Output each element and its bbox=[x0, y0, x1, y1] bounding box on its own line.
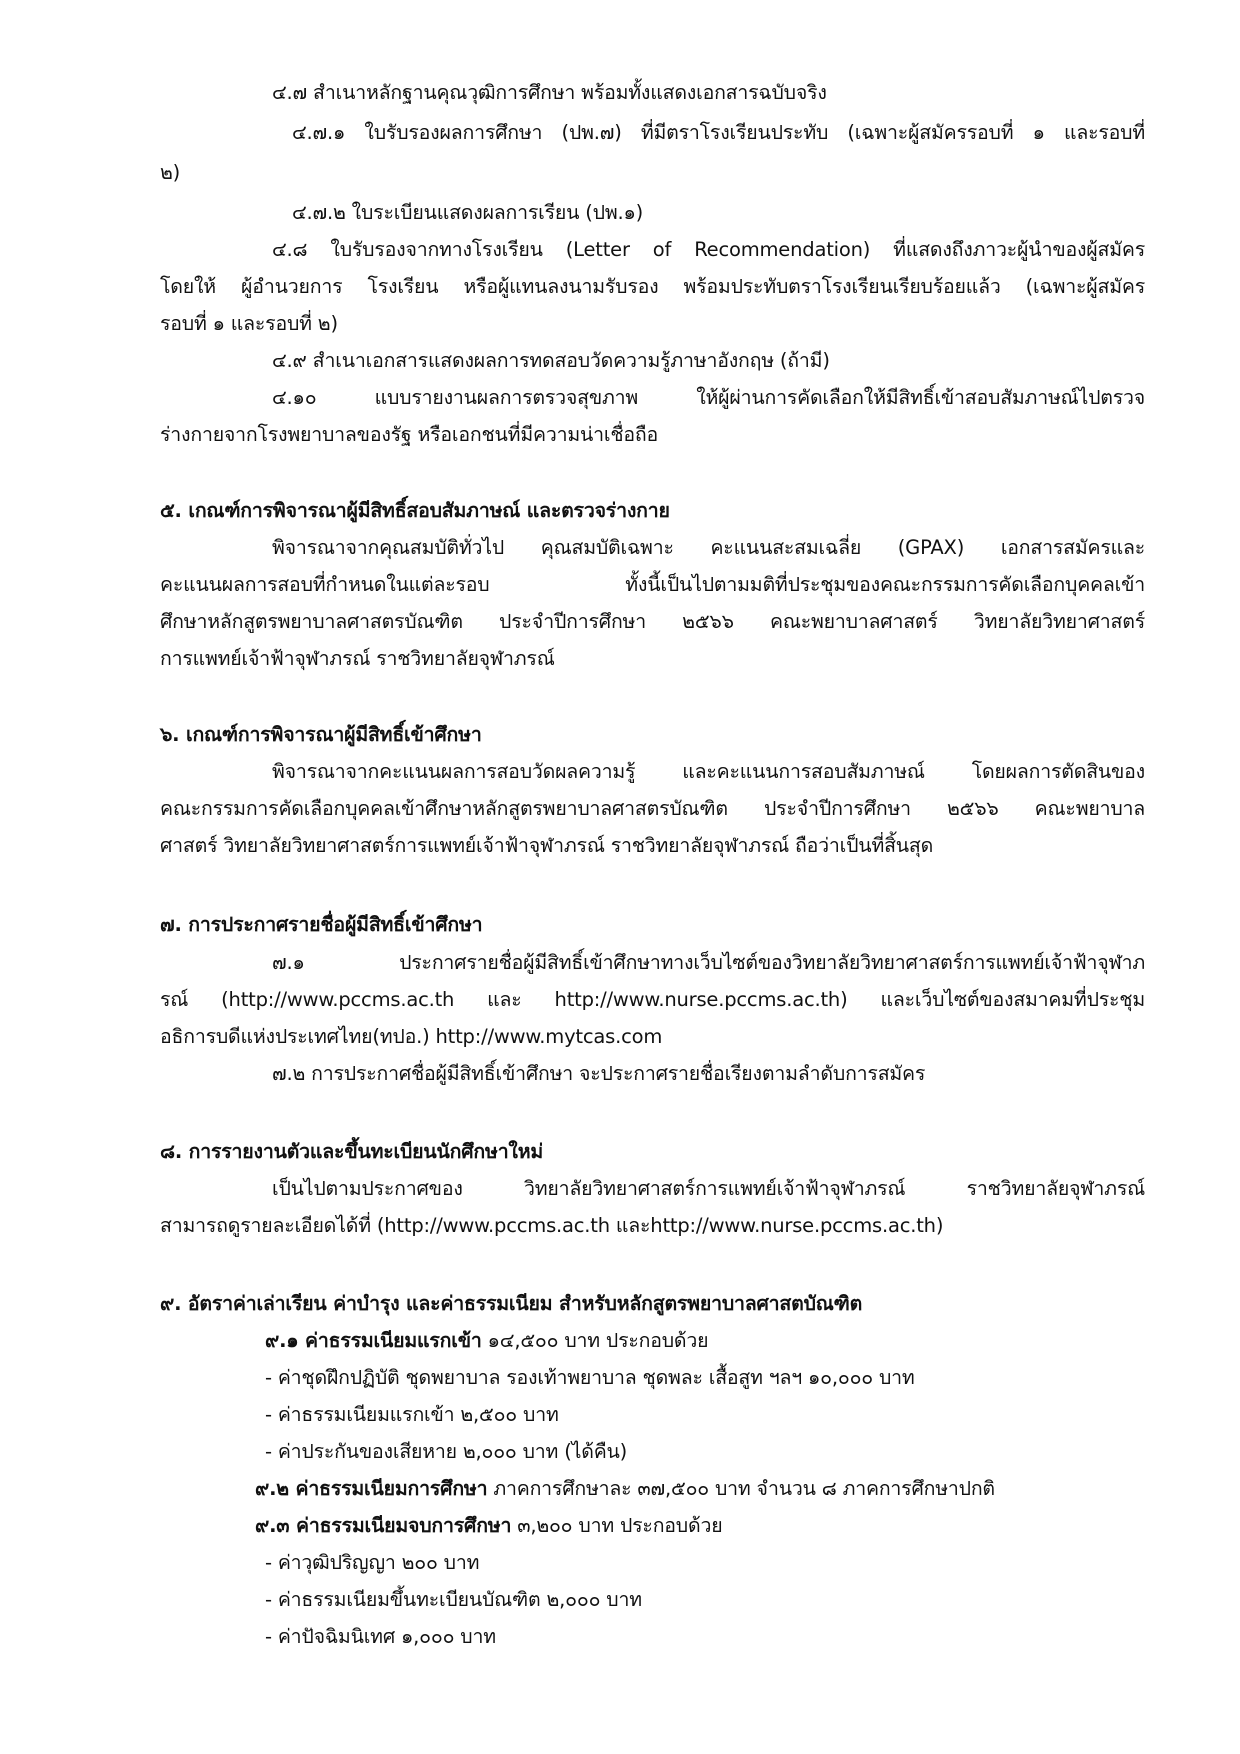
item-9-3-text: ๓,๒๐๐ บาท ประกอบด้วย bbox=[511, 1514, 723, 1537]
section-8-line2: สามารถดูรายละเอียดได้ที่ (http://www.pccms.ac.th และhttp://www.nurse.pccms.ac.th) bbox=[160, 1214, 944, 1237]
item-9-1-label: ๙.๑ ค่าธรรมเนียมแรกเข้า bbox=[265, 1329, 482, 1352]
item-9-3-label: ๙.๓ ค่าธรรมเนียมจบการศึกษา bbox=[255, 1514, 512, 1537]
item-9-2-text: ภาคการศึกษาละ ๓๗,๕๐๐ บาท จำนวน ๘ ภาคการศึกษาปกติ bbox=[487, 1477, 995, 1500]
item-9-2 bbox=[255, 1470, 1240, 1508]
item-4-7-2: ๔.๗.๒ ใบระเบียนแสดงผลการเรียน (ปพ.๑) bbox=[292, 201, 644, 224]
section-6-heading: ๖. เกณฑ์การพิจารณาผู้มีสิทธิ์เข้าศึกษา bbox=[160, 723, 482, 746]
item-4-7-1-line1: ๔.๗.๑ ใบรับรองผลการศึกษา (ปพ.๗) ที่มีตราโรงเรียนประทับ (เฉพาะผู้สมัครรอบที่ ๑ และรอบที่ bbox=[292, 121, 1145, 144]
item-4-9: ๔.๙ สำเนาเอกสารแสดงผลการทดสอบวัดความรู้ภาษาอังกฤษ (ถ้ามี) bbox=[272, 349, 830, 372]
section-9-heading: ๙. อัตราค่าเล่าเรียน ค่าบำรุง และค่าธรรมเนียม สำหรับหลักสูตรพยาบาลศาสตบัณฑิต bbox=[160, 1292, 863, 1315]
item-4-8-line1: ๔.๘ ใบรับรองจากทางโรงเรียน (Letter of Recommendation) ที่แสดงถึงภาวะผู้นำของผู้สมัคร bbox=[272, 238, 1145, 261]
item-7-2: ๗.๒ การประกาศชื่อผู้มีสิทธิ์เข้าศึกษา จะประกาศรายชื่อเรียงตามลำดับการสมัคร bbox=[272, 1062, 926, 1085]
section-6-line1: พิจารณาจากคะแนนผลการสอบวัดผลความรู้ และคะแนนการสอบสัมภาษณ์ โดยผลการตัดสินของ bbox=[272, 760, 1145, 783]
item-9-3 bbox=[255, 1507, 1240, 1545]
item-9-1-text: ๑๔,๕๐๐ บาท ประกอบด้วย bbox=[481, 1329, 709, 1352]
section-6-line3: ศาสตร์ วิทยาลัยวิทยาศาสตร์การแพทย์เจ้าฟ้าจุฬาภรณ์ ราชวิทยาลัยจุฬาภรณ์ ถือว่าเป็นที่สิ้นสุด bbox=[160, 834, 934, 857]
item-4-8-line2: โดยให้ ผู้อำนวยการ โรงเรียน หรือผู้แทนลงนามรับรอง พร้อมประทับตราโรงเรียนเรียบร้อยแล้ว (เฉพาะผู้สมัคร bbox=[160, 275, 1145, 298]
fee-item: - ค่าปัจฉิมนิเทศ ๑,๐๐๐ บาท bbox=[265, 1625, 496, 1648]
fee-item: - ค่าวุฒิปริญญา ๒๐๐ บาท bbox=[265, 1551, 480, 1574]
section-5-line2: คะแนนผลการสอบที่กำหนดในแต่ละรอบ ทั้งนี้เป็นไปตามมติที่ประชุมของคณะกรรมการคัดเลือกบุคคลเข้า bbox=[160, 573, 1145, 596]
section-8-line1: เป็นไปตามประกาศของ วิทยาลัยวิทยาศาสตร์การแพทย์เจ้าฟ้าจุฬาภรณ์ ราชวิทยาลัยจุฬาภรณ์ bbox=[272, 1177, 1145, 1200]
item-4-8-line3: รอบที่ ๑ และรอบที่ ๒) bbox=[160, 312, 338, 335]
section-5-line3: ศึกษาหลักสูตรพยาบาลศาสตรบัณฑิต ประจำปีการศึกษา ๒๕๖๖ คณะพยาบาลศาสตร์ วิทยาลัยวิทยาศาสตร์ bbox=[160, 610, 1145, 633]
section-8-heading: ๘. การรายงานตัวและขึ้นทะเบียนนักศึกษาใหม่ bbox=[160, 1140, 544, 1163]
fee-item: - ค่าชุดฝึกปฏิบัติ ชุดพยาบาล รองเท้าพยาบาล ชุดพละ เสื้อสูท ฯลฯ ๑๐,๐๐๐ บาท bbox=[265, 1366, 915, 1389]
section-6-line2: คณะกรรมการคัดเลือกบุคคลเข้าศึกษาหลักสูตรพยาบาลศาสตรบัณฑิต ประจำปีการศึกษา ๒๕๖๖ คณะพยาบาล bbox=[160, 797, 1145, 820]
item-4-7: ๔.๗ สำเนาหลักฐานคุณวุฒิการศึกษา พร้อมทั้งแสดงเอกสารฉบับจริง bbox=[272, 81, 827, 104]
section-5-heading: ๕. เกณฑ์การพิจารณาผู้มีสิทธิ์สอบสัมภาษณ์ และตรวจร่างกาย bbox=[160, 499, 670, 522]
fee-item: - ค่าธรรมเนียมขึ้นทะเบียนบัณฑิต ๒,๐๐๐ บาท bbox=[265, 1588, 642, 1611]
item-7-1-line3: อธิการบดีแห่งประเทศไทย(ทปอ.) http://www.mytcas.com bbox=[160, 1025, 663, 1048]
item-7-1-line2: รณ์ (http://www.pccms.ac.th และ http://www.nurse.pccms.ac.th) และเว็บไซต์ของสมาคมที่ประชุม bbox=[160, 988, 1145, 1011]
item-4-7-1-line2: ๒) bbox=[160, 161, 181, 184]
fee-item: - ค่าประกันของเสียหาย ๒,๐๐๐ บาท (ได้คืน) bbox=[265, 1440, 628, 1463]
section-7-heading: ๗. การประกาศรายชื่อผู้มีสิทธิ์เข้าศึกษา bbox=[160, 913, 483, 936]
item-9-1 bbox=[265, 1322, 1240, 1360]
item-4-10-line1: ๔.๑๐ แบบรายงานผลการตรวจสุขภาพ ให้ผู้ผ่านการคัดเลือกให้มีสิทธิ์เข้าสอบสัมภาษณ์ไปตรวจ bbox=[272, 386, 1145, 409]
section-5-line4: การแพทย์เจ้าฟ้าจุฬาภรณ์ ราชวิทยาลัยจุฬาภรณ์ bbox=[160, 647, 555, 670]
item-9-2-label: ๙.๒ ค่าธรรมเนียมการศึกษา bbox=[255, 1477, 488, 1500]
section-5-line1: พิจารณาจากคุณสมบัติทั่วไป คุณสมบัติเฉพาะ คะแนนสะสมเฉลี่ย (GPAX) เอกสารสมัครและ bbox=[272, 536, 1145, 559]
item-7-1-line1: ๗.๑ ประกาศรายชื่อผู้มีสิทธิ์เข้าศึกษาทางเว็บไซต์ของวิทยาลัยวิทยาศาสตร์การแพทย์เจ้าฟ้าจุฬาภ bbox=[272, 951, 1145, 974]
fee-item: - ค่าธรรมเนียมแรกเข้า ๒,๕๐๐ บาท bbox=[265, 1403, 559, 1426]
item-4-10-line2: ร่างกายจากโรงพยาบาลของรัฐ หรือเอกชนที่มีความน่าเชื่อถือ bbox=[160, 423, 658, 446]
